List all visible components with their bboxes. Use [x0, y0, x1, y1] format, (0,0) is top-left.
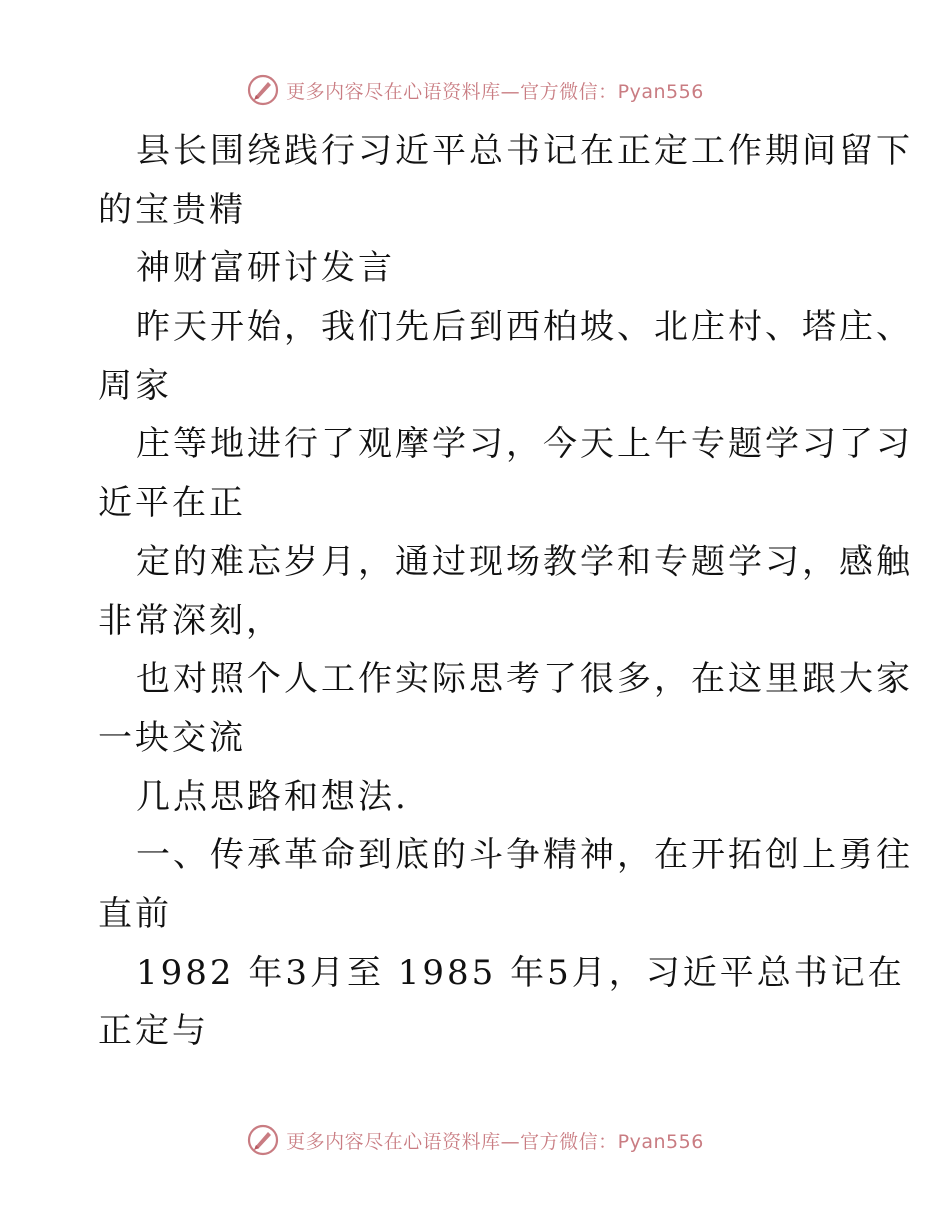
body-line: 非常深刻，	[98, 600, 283, 641]
footer-watermark	[0, 1120, 950, 1160]
body-line: 定的难忘岁月，通过现场教学和专题学习，感触	[136, 541, 913, 582]
watermark-text: 更多内容尽在心语资料库—官方微信：Pyan556	[286, 1130, 704, 1153]
body-line: 近平在正	[98, 483, 246, 524]
body-line: 县长围绕践行习近平总书记在正定工作期间留下	[136, 131, 913, 171]
body-line: 庄等地进行了观摩学习，今天上午专题学习了习	[136, 424, 913, 465]
body-line: 昨天开始，我们先后到西柏坡、北庄村、塔庄、	[136, 307, 913, 348]
body-line: 正定与	[98, 1011, 209, 1052]
quill-logo-icon	[246, 73, 280, 107]
header-watermark	[0, 70, 950, 110]
body-line: 神财富研讨发言	[136, 248, 395, 289]
section-heading: 一、传承革命到底的斗争精神，在开拓创上勇往	[136, 835, 913, 876]
quill-logo-icon	[246, 1123, 280, 1157]
body-line: 也对照个人工作实际思考了很多，在这里跟大家	[136, 659, 913, 700]
body-line: 直前	[98, 893, 172, 934]
body-line: 1982 年3月至 1985 年5月，习近平总书记在	[136, 952, 905, 993]
watermark-text: 更多内容尽在心语资料库—官方微信：Pyan556	[286, 80, 704, 103]
body-line: 周家	[98, 365, 172, 406]
body-line: 一块交流	[98, 717, 246, 758]
body-line: 几点思路和想法.	[136, 776, 409, 817]
document-body	[98, 122, 913, 1061]
body-line: 的宝贵精	[98, 189, 246, 230]
